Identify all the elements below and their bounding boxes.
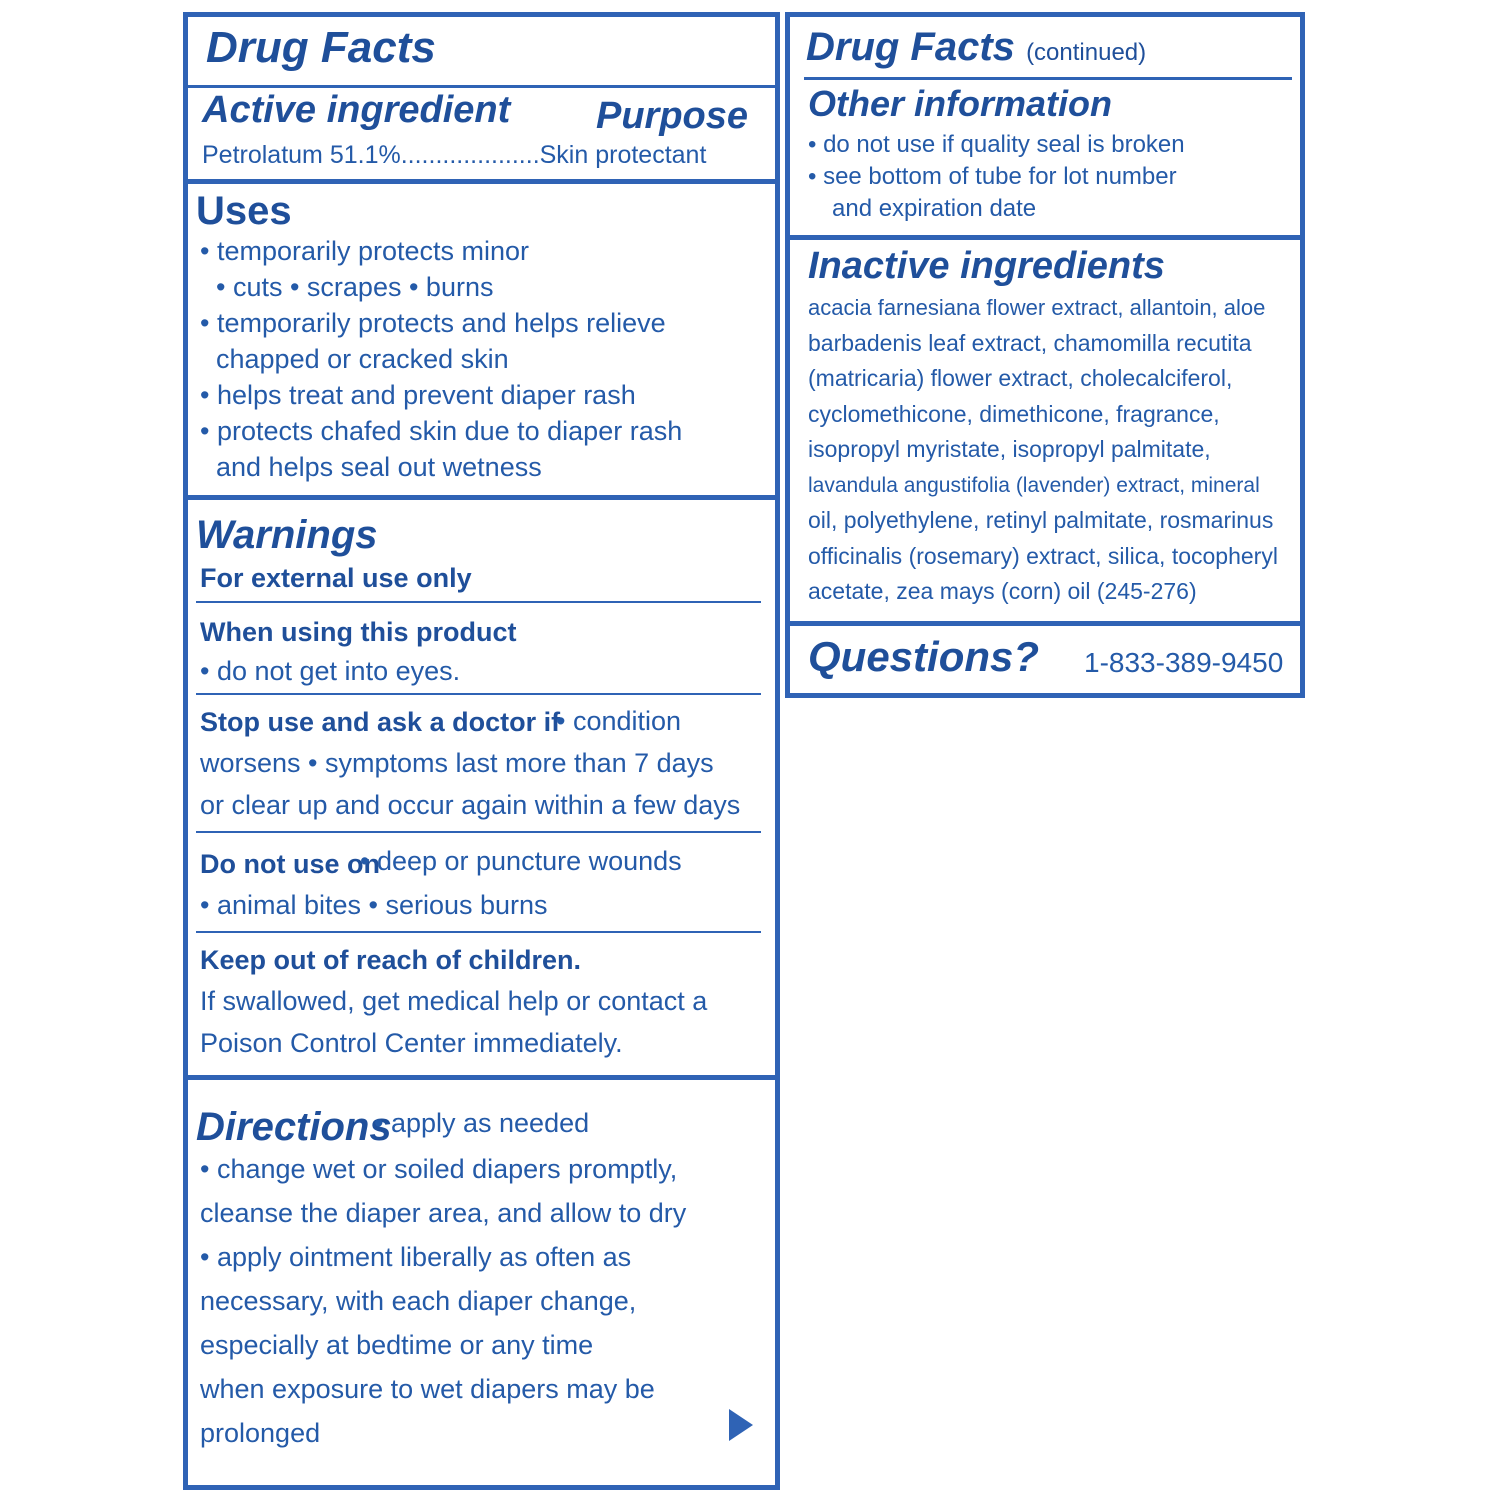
uses-line: • temporarily protects and helps relieve: [200, 308, 666, 338]
triangle-right-icon: [729, 1409, 753, 1441]
uses-line: • helps treat and prevent diaper rash: [200, 380, 636, 410]
other-information-line: • see bottom of tube for lot number: [808, 163, 1177, 190]
active-ingredient-heading: Active ingredient: [202, 89, 511, 131]
section-divider: [188, 1075, 775, 1080]
section-divider: [790, 235, 1300, 240]
drug-facts-panel-right: [785, 12, 1305, 698]
stop-use-label: Stop use and ask a doctor if: [200, 707, 561, 737]
directions-heading: Directions: [196, 1105, 392, 1149]
section-divider: [790, 621, 1300, 626]
divider: [196, 931, 761, 933]
active-ingredient-line: Petrolatum 51.1%....................Skin protectant: [202, 141, 707, 169]
directions-line: • apply ointment liberally as often as: [200, 1242, 632, 1272]
do-not-use-text: • animal bites • serious burns: [200, 890, 548, 920]
inactive-ingredients-line: cyclomethicone, dimethicone, fragrance,: [808, 400, 1220, 427]
inactive-ingredients-line: (matricaria) flower extract, cholecalciferol,: [808, 365, 1233, 391]
divider: [196, 831, 761, 833]
do-not-use-label: Do not use on: [200, 849, 380, 879]
do-not-use-text: • deep or puncture wounds: [360, 846, 682, 876]
inactive-ingredients-list: [808, 290, 1298, 610]
drug-facts-title: Drug Facts: [806, 25, 1015, 69]
directions-line: prolonged: [200, 1418, 321, 1448]
questions-phone: 1-833-389-9450: [1084, 647, 1284, 678]
divider: [196, 601, 761, 603]
questions-label: Questions?: [808, 633, 1040, 680]
uses-line: • protects chafed skin due to diaper rash: [200, 416, 683, 446]
uses-line: and helps seal out wetness: [216, 452, 542, 482]
directions-line: necessary, with each diaper change,: [200, 1286, 637, 1316]
directions-line: • apply as needed: [374, 1108, 590, 1138]
inactive-ingredients-line: lavandula angustifolia (lavender) extract, mineral: [808, 473, 1260, 497]
inactive-ingredients-line: isopropyl myristate, isopropyl palmitate,: [808, 436, 1211, 462]
inactive-ingredients-line: oil, polyethylene, retinyl palmitate, rosmarinus: [808, 507, 1274, 533]
section-divider: [188, 179, 775, 184]
other-information-heading: Other information: [808, 83, 1112, 124]
uses-line: chapped or cracked skin: [216, 344, 509, 374]
external-use-text: For external use only: [200, 563, 472, 593]
keep-out-text: If swallowed, get medical help or contact a: [200, 986, 708, 1016]
divider: [188, 85, 775, 88]
divider: [196, 693, 761, 695]
drug-facts-title: Drug Facts: [206, 23, 436, 72]
other-information-line: • do not use if quality seal is broken: [808, 131, 1185, 158]
drug-facts-title-continued: [806, 25, 1146, 70]
continued-label: (continued): [1026, 39, 1147, 66]
keep-out-label: Keep out of reach of children.: [200, 945, 582, 975]
inactive-ingredients-heading: Inactive ingredients: [808, 245, 1165, 287]
when-using-label: When using this product: [200, 617, 517, 647]
uses-line: • cuts • scrapes • burns: [216, 272, 494, 302]
stop-use-text: • condition: [556, 706, 682, 736]
stop-use-text: or clear up and occur again within a few days: [200, 790, 741, 820]
keep-out-text: Poison Control Center immediately.: [200, 1028, 623, 1058]
drug-facts-panel-left: [183, 12, 780, 1490]
uses-line: • temporarily protects minor: [200, 236, 530, 266]
directions-line: • change wet or soiled diapers promptly,: [200, 1154, 678, 1184]
directions-line: when exposure to wet diapers may be: [200, 1374, 655, 1404]
stop-use-text: worsens • symptoms last more than 7 days: [200, 748, 714, 778]
uses-heading: Uses: [196, 189, 292, 233]
purpose-heading: Purpose: [596, 95, 749, 137]
inactive-ingredients-line: acetate, zea mays (corn) oil (245-276): [808, 578, 1197, 604]
warnings-heading: Warnings: [196, 513, 378, 557]
inactive-ingredients-line: acacia farnesiana flower extract, allantoin, aloe: [808, 295, 1266, 320]
directions-line: cleanse the diaper area, and allow to dry: [200, 1198, 687, 1228]
inactive-ingredients-line: barbadenis leaf extract, chamomilla recutita: [808, 329, 1252, 356]
divider: [804, 77, 1292, 80]
when-using-item: • do not get into eyes.: [200, 656, 461, 686]
other-information-line: and expiration date: [832, 195, 1037, 222]
directions-line: especially at bedtime or any time: [200, 1330, 594, 1360]
section-divider: [188, 495, 775, 500]
inactive-ingredients-line: officinalis (rosemary) extract, silica, tocopheryl: [808, 542, 1278, 569]
